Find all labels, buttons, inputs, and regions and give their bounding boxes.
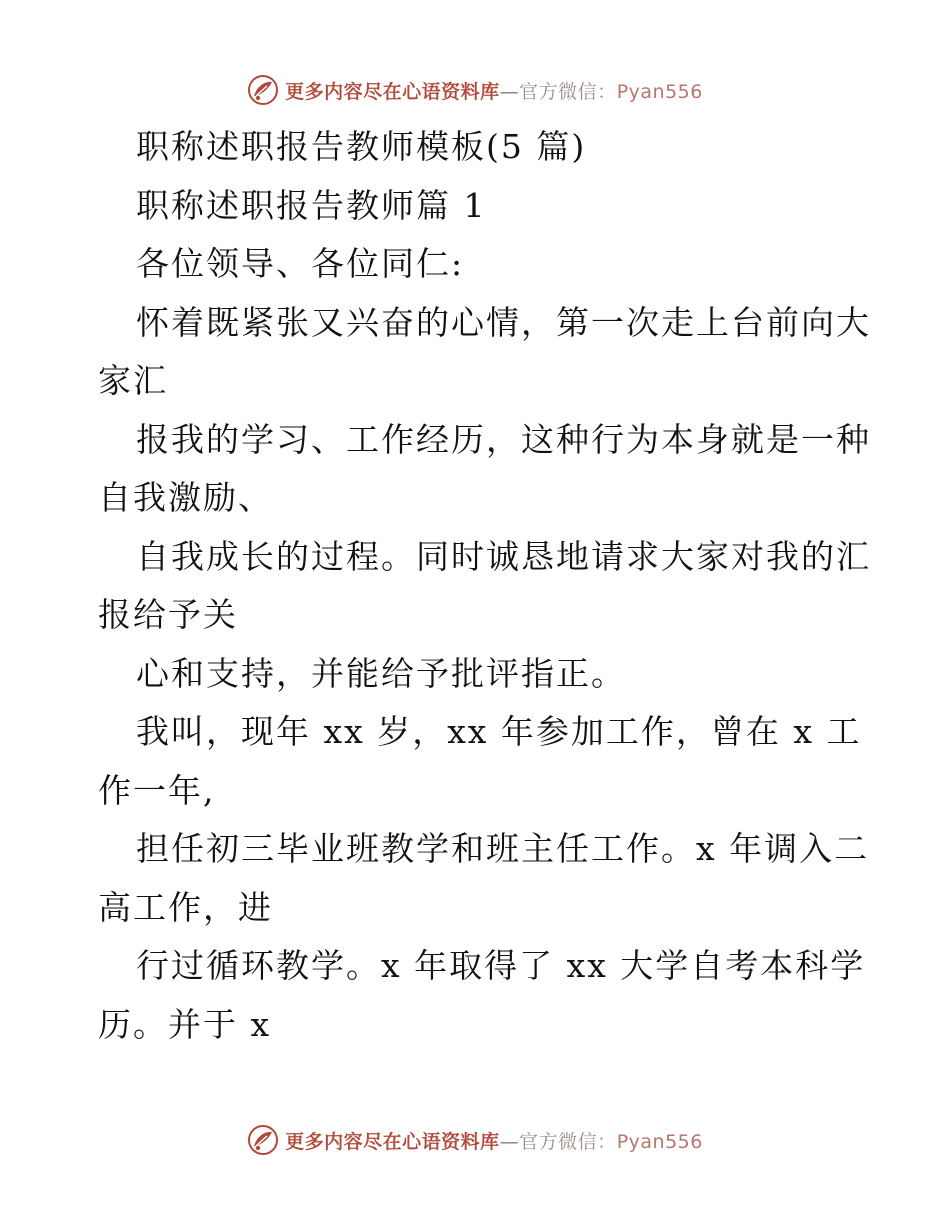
paragraph-line: 报我的学习、工作经历，这种行为本身就是一种 (136, 419, 871, 459)
footer-watermark (0, 1120, 950, 1160)
paragraph-line: 家汇 (98, 361, 168, 400)
paragraph-line: 行过循环教学。x 年取得了 xx 大学自考本科学 (136, 946, 866, 985)
paragraph-line: 作一年, (98, 770, 216, 810)
paragraph-line: 心和支持，并能给予批评指正。 (136, 653, 626, 693)
paragraph-line: 怀着既紧张又兴奋的心情，第一次走上台前向大 (136, 302, 871, 342)
paragraph-line: 历。并于 x (98, 1004, 272, 1044)
paragraph-line: 报给予关 (98, 595, 238, 634)
header-watermark-text: 更多内容尽在心语资料库—官方微信：Pyan556 (285, 80, 703, 103)
header-watermark (0, 70, 950, 110)
document-body (98, 118, 871, 1054)
paragraph-line: 担任初三毕业班教学和班主任工作。x 年调入二 (136, 829, 870, 868)
paragraph-line: 自我激励、 (98, 478, 273, 517)
paragraph-line: 高工作，进 (98, 887, 273, 927)
paragraph-line: 自我成长的过程。同时诚恳地请求大家对我的汇 (136, 536, 871, 576)
paragraph-line: 我叫，现年 xx 岁，xx 年参加工作，曾在 x 工 (136, 712, 862, 751)
footer-watermark-text: 更多内容尽在心语资料库—官方微信：Pyan556 (285, 1130, 703, 1153)
salutation: 各位领导、各位同仁: (136, 244, 465, 283)
document-title: 职称述职报告教师模板(5 篇) (136, 127, 587, 166)
section-heading: 职称述职报告教师篇 1 (136, 185, 487, 225)
quill-leaf-logo-icon (247, 74, 279, 106)
quill-leaf-logo-icon (247, 1124, 279, 1156)
